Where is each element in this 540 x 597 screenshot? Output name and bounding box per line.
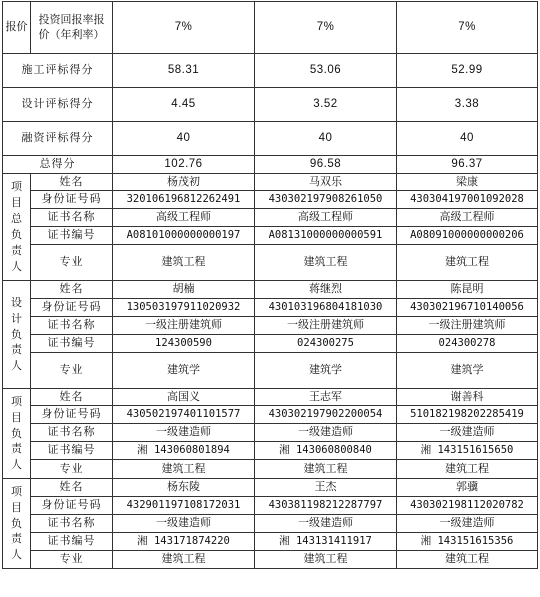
table-row (3, 389, 538, 406)
certificate-name-label: 证书名称 (31, 317, 113, 335)
id-number: 430502197401101577 (113, 406, 255, 424)
certificate-name: 一级建造师 (397, 424, 538, 442)
table-row (3, 406, 538, 424)
score-value: 3.52 (255, 88, 397, 122)
id-number: 430381198212287797 (255, 497, 397, 515)
certificate-number-label: 证书编号 (31, 227, 113, 245)
table-row (3, 88, 538, 122)
score-value: 3.38 (397, 88, 538, 122)
table-row (3, 335, 538, 353)
certificate-number: 024300275 (255, 335, 397, 353)
certificate-name: 一级建造师 (397, 515, 538, 533)
id-number-label: 身份证号码 (31, 497, 113, 515)
table-row (3, 515, 538, 533)
id-number: 430302198112020782 (397, 497, 538, 515)
certificate-number: 湘 143171874220 (113, 533, 255, 551)
total-score-value: 96.58 (255, 156, 397, 174)
specialty: 建筑工程 (113, 551, 255, 569)
specialty: 建筑学 (397, 353, 538, 389)
group-title: 项 目 负 责 人 (3, 479, 31, 569)
score-value: 40 (113, 122, 255, 156)
certificate-name-label: 证书名称 (31, 424, 113, 442)
table-row (3, 2, 538, 54)
id-number: 430304197001092028 (397, 191, 538, 209)
person-name-label: 姓名 (31, 389, 113, 406)
table-row (3, 227, 538, 245)
certificate-number-label: 证书编号 (31, 442, 113, 460)
return-rate-value: 7% (255, 2, 397, 54)
specialty: 建筑学 (113, 353, 255, 389)
specialty: 建筑工程 (397, 551, 538, 569)
person-name: 王杰 (255, 479, 397, 497)
person-name: 高国义 (113, 389, 255, 406)
group-title: 设 计 负 责 人 (3, 281, 31, 389)
specialty: 建筑工程 (397, 460, 538, 479)
bid-evaluation-table (2, 1, 538, 569)
id-number: 430302197908261050 (255, 191, 397, 209)
certificate-number: 124300590 (113, 335, 255, 353)
person-name: 谢善科 (397, 389, 538, 406)
table-row (3, 460, 538, 479)
score-value: 40 (397, 122, 538, 156)
score-value: 53.06 (255, 54, 397, 88)
id-number: 130503197911020932 (113, 299, 255, 317)
id-number: 430302196710140056 (397, 299, 538, 317)
design-score-label: 设计评标得分 (3, 88, 113, 122)
table-row (3, 442, 538, 460)
certificate-name: 一级建造师 (113, 424, 255, 442)
certificate-number: 湘 143060800840 (255, 442, 397, 460)
certificate-number: A08101000000000197 (113, 227, 255, 245)
person-name-label: 姓名 (31, 174, 113, 191)
table-row (3, 317, 538, 335)
person-name-label: 姓名 (31, 281, 113, 299)
person-name: 马双乐 (255, 174, 397, 191)
id-number: 430302197902200054 (255, 406, 397, 424)
certificate-number-label: 证书编号 (31, 335, 113, 353)
score-value: 52.99 (397, 54, 538, 88)
table-row (3, 551, 538, 569)
certificate-name: 一级建造师 (113, 515, 255, 533)
score-value: 40 (255, 122, 397, 156)
person-name: 陈昆明 (397, 281, 538, 299)
table-row (3, 245, 538, 281)
specialty: 建筑学 (255, 353, 397, 389)
return-rate-value: 7% (113, 2, 255, 54)
table-row (3, 533, 538, 551)
certificate-number: 湘 143151615650 (397, 442, 538, 460)
table-row (3, 156, 538, 174)
certificate-name: 一级建造师 (255, 515, 397, 533)
id-number-label: 身份证号码 (31, 299, 113, 317)
certificate-name-label: 证书名称 (31, 515, 113, 533)
table-row (3, 209, 538, 227)
person-name: 王志军 (255, 389, 397, 406)
specialty-label: 专业 (31, 460, 113, 479)
financing-score-label: 融资评标得分 (3, 122, 113, 156)
certificate-name: 一级建造师 (255, 424, 397, 442)
person-name: 蒋继烈 (255, 281, 397, 299)
certificate-number-label: 证书编号 (31, 533, 113, 551)
specialty-label: 专业 (31, 353, 113, 389)
certificate-number: 湘 143131411917 (255, 533, 397, 551)
id-number: 430103196804181030 (255, 299, 397, 317)
id-number: 510182198202285419 (397, 406, 538, 424)
table-row (3, 174, 538, 191)
certificate-number: 湘 143060801894 (113, 442, 255, 460)
id-number-label: 身份证号码 (31, 191, 113, 209)
specialty-label: 专业 (31, 551, 113, 569)
id-number-label: 身份证号码 (31, 406, 113, 424)
person-name-label: 姓名 (31, 479, 113, 497)
specialty: 建筑工程 (397, 245, 538, 281)
person-name: 郭骥 (397, 479, 538, 497)
table-row (3, 191, 538, 209)
certificate-name: 一级注册建筑师 (397, 317, 538, 335)
total-score-value: 96.37 (397, 156, 538, 174)
certificate-name: 高级工程师 (255, 209, 397, 227)
table-row (3, 497, 538, 515)
table-row (3, 54, 538, 88)
table-row (3, 281, 538, 299)
certificate-number: A08091000000000206 (397, 227, 538, 245)
table-body (3, 2, 538, 569)
specialty: 建筑工程 (255, 551, 397, 569)
certificate-number: 湘 143151615356 (397, 533, 538, 551)
certificate-name-label: 证书名称 (31, 209, 113, 227)
group-title: 项 目 总 负 责 人 (3, 174, 31, 281)
table-row (3, 122, 538, 156)
certificate-name: 一级注册建筑师 (113, 317, 255, 335)
total-score-label: 总得分 (3, 156, 113, 174)
person-name: 梁康 (397, 174, 538, 191)
score-value: 4.45 (113, 88, 255, 122)
specialty: 建筑工程 (255, 245, 397, 281)
total-score-value: 102.76 (113, 156, 255, 174)
table-row (3, 353, 538, 389)
certificate-name: 一级注册建筑师 (255, 317, 397, 335)
table-row (3, 299, 538, 317)
id-number: 432901197108172031 (113, 497, 255, 515)
group-title: 项 目 负 责 人 (3, 389, 31, 479)
certificate-number: A08131000000000591 (255, 227, 397, 245)
person-name: 杨茂初 (113, 174, 255, 191)
certificate-name: 高级工程师 (113, 209, 255, 227)
specialty: 建筑工程 (113, 245, 255, 281)
specialty-label: 专业 (31, 245, 113, 281)
specialty: 建筑工程 (255, 460, 397, 479)
quote-label: 报价 (3, 2, 31, 54)
certificate-name: 高级工程师 (397, 209, 538, 227)
certificate-number: 024300278 (397, 335, 538, 353)
return-rate-label: 投资回报率报价（年利率） (31, 2, 113, 54)
person-name: 胡楠 (113, 281, 255, 299)
score-value: 58.31 (113, 54, 255, 88)
person-name: 杨东陵 (113, 479, 255, 497)
table-row (3, 479, 538, 497)
specialty: 建筑工程 (113, 460, 255, 479)
construction-score-label: 施工评标得分 (3, 54, 113, 88)
table-row (3, 424, 538, 442)
return-rate-value: 7% (397, 2, 538, 54)
id-number: 320106196812262491 (113, 191, 255, 209)
